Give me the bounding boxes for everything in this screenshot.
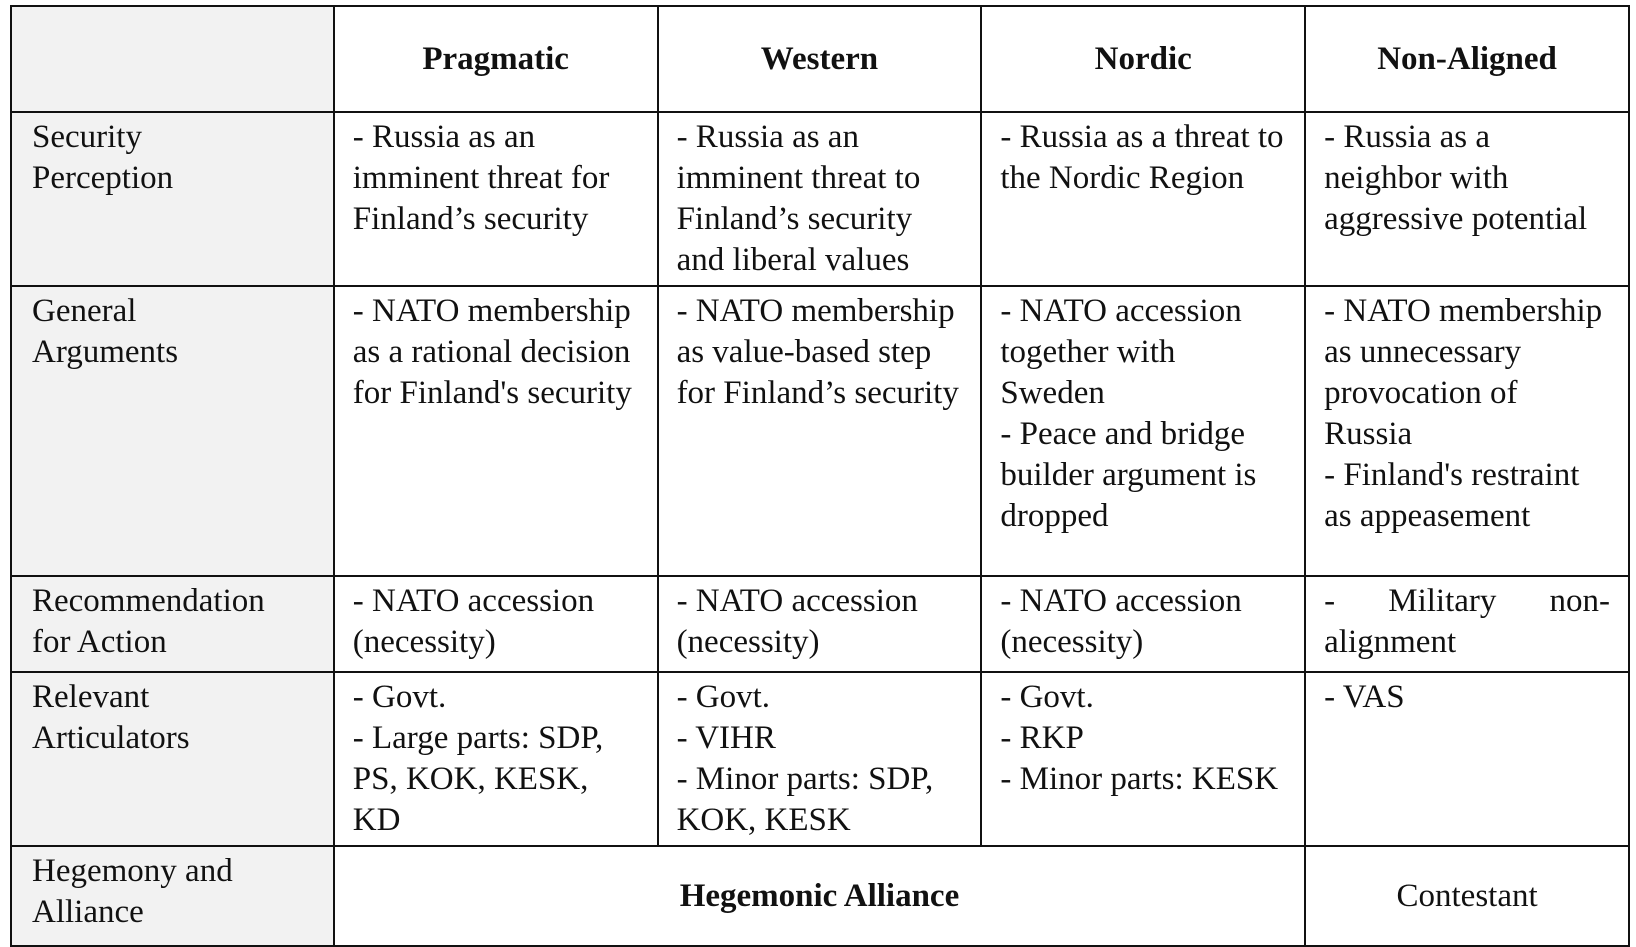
row-header-line: for Action: [32, 624, 167, 660]
cell-line: - NATO membership as value-based step for Finland’s security: [676, 293, 959, 411]
cell-line: - NATO accession together with Sweden: [1000, 293, 1242, 411]
cell-security-non-aligned: - Russia as a neighbor with aggressive potential: [1305, 112, 1629, 286]
cell-line: - VIHR: [676, 720, 776, 756]
row-header-recommendation: [11, 576, 334, 672]
cell-recommendation-pragmatic: - NATO accession (necessity): [334, 576, 658, 672]
cell-line: - Peace and bridge builder argument is dropped: [1000, 416, 1257, 534]
cell-line: - Minor parts: KESK: [1000, 761, 1279, 797]
cell-recommendation-western: - NATO accession (necessity): [658, 576, 982, 672]
cell-line: - Govt.: [1000, 679, 1094, 715]
table-row-hegemony: [11, 846, 1629, 946]
row-header-general-arguments: [11, 286, 334, 576]
cell-line: - Finland's restraint as appeasement: [1324, 457, 1580, 534]
table-row-recommendation: [11, 576, 1629, 672]
cell-line: - Govt.: [352, 679, 447, 715]
column-header-pragmatic: Pragmatic: [334, 6, 658, 112]
table-header-row: [11, 6, 1629, 112]
cell-line: - Large parts: SDP, PS, KOK, KESK, KD: [352, 720, 604, 838]
row-header-line: Articulators: [32, 720, 190, 756]
table-row-articulators: [11, 672, 1629, 846]
cell-articulators-non-aligned: [1305, 672, 1629, 846]
cell-line: - NATO membership as a rational decision for Finland's security: [352, 293, 632, 411]
cell-recommendation-non-aligned: - Military non-alignment: [1305, 576, 1629, 672]
row-header-line: Perception: [32, 160, 174, 196]
cell-general-nordic: [981, 286, 1305, 576]
row-header-articulators: [11, 672, 334, 846]
cell-line: - Minor parts: SDP, KOK, KESK: [676, 761, 934, 838]
row-header-line: Arguments: [32, 334, 179, 370]
cell-security-pragmatic: - Russia as an imminent threat for Finland’s security: [334, 112, 658, 286]
cell-line: - VAS: [1324, 679, 1405, 715]
table-row-general-arguments: [11, 286, 1629, 576]
column-header-western: Western: [658, 6, 982, 112]
cell-general-western: [658, 286, 982, 576]
row-header-security-perception: [11, 112, 334, 286]
discourse-comparison-table: [10, 5, 1630, 947]
cell-security-western: - Russia as an imminent threat to Finland’s security and liberal values: [658, 112, 982, 286]
corner-cell: [11, 6, 334, 112]
cell-articulators-pragmatic: [334, 672, 658, 846]
cell-security-nordic: - Russia as a threat to the Nordic Region: [981, 112, 1305, 286]
cell-articulators-western: [658, 672, 982, 846]
cell-general-pragmatic: [334, 286, 658, 576]
cell-hegemonic-alliance: Hegemonic Alliance: [334, 846, 1305, 946]
row-header-hegemony: [11, 846, 334, 946]
cell-line: - Govt.: [676, 679, 771, 715]
column-header-nordic: Nordic: [981, 6, 1305, 112]
column-header-non-aligned: Non-Aligned: [1305, 6, 1629, 112]
cell-line: - RKP: [1000, 720, 1084, 756]
cell-articulators-nordic: [981, 672, 1305, 846]
table-row-security-perception: [11, 112, 1629, 286]
cell-recommendation-nordic: - NATO accession (necessity): [981, 576, 1305, 672]
row-header-line: Relevant: [32, 679, 150, 715]
row-header-line: Alliance: [32, 894, 144, 930]
cell-general-non-aligned: [1305, 286, 1629, 576]
row-header-line: Security: [32, 119, 142, 155]
row-header-line: Recommendation: [32, 583, 265, 619]
cell-line: - NATO membership as unnecessary provocation of Russia: [1324, 293, 1603, 452]
cell-contestant: Contestant: [1305, 846, 1629, 946]
row-header-line: General: [32, 293, 137, 329]
row-header-line: Hegemony and: [32, 853, 233, 889]
